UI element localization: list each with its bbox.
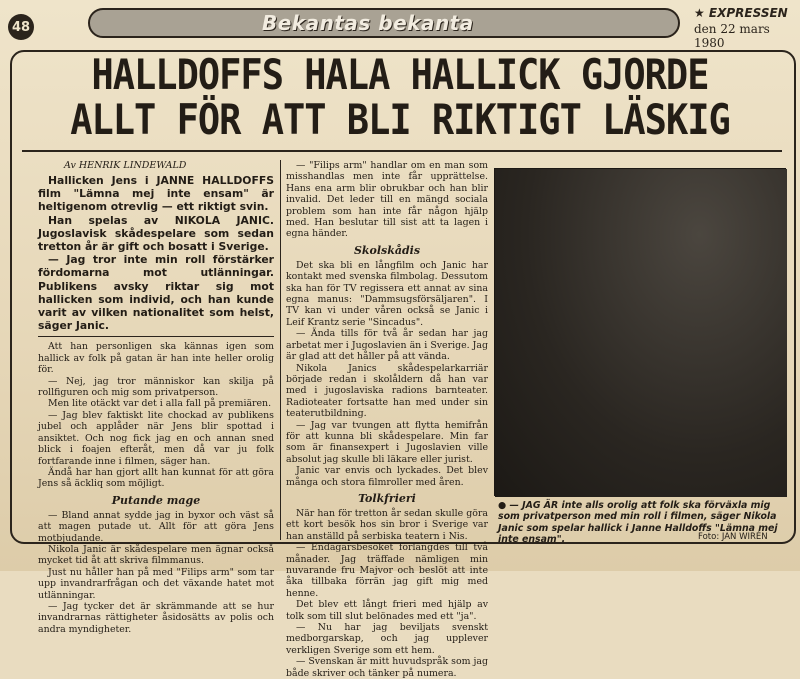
column-1 xyxy=(38,160,274,635)
column-rule xyxy=(280,160,281,540)
body-paragraph: — Jag blev faktiskt lite chockad av publikens jubel och applåder när Jens blir spottad i ansiktet. Och nog fick jag en och annan sned blick i foajen efteråt, men då var ju folk fortfarande inne i filmen, säger han. xyxy=(38,409,274,467)
body-paragraph: Det blev ett långt frieri med hjälp av tolk som till slut belönades med ett "ja". xyxy=(286,599,488,622)
body-paragraph: — Jag var tvungen att flytta hemifrån för att kunna bli skådespelare. Min far som är finansexpert i Jugoslavien ville absolut jag skulle bli läkare eller jurist. xyxy=(286,419,488,465)
headline-rule xyxy=(22,150,782,152)
body-paragraph: Nikola Janic är skådespelare men ägnar också mycket tid åt att skriva filmmanus. xyxy=(38,543,274,567)
portrait-photo xyxy=(494,168,786,496)
subhead-putande-mage: Putande mage xyxy=(111,493,201,507)
body-paragraph: Janic var envis och lyckades. Det blev många och stora filmroller med åren. xyxy=(286,465,488,488)
byline: Av HENRIK LINDEWALD xyxy=(64,160,187,171)
photo-credit: Foto: JAN WIRÉN xyxy=(698,532,768,542)
body-paragraph: — Jag tycker det är skrämmande att se hur invandrarnas rättigheter åsidosätts av polis och andra myndigheter. xyxy=(38,600,274,635)
body-paragraph: — Bland annat sydde jag in byxor och väst så att magen putade ut. Allt för att göra Jens motbjudande. xyxy=(38,509,274,544)
body-paragraph: — "Filips arm" handlar om en man som misshandlas men inte får upprättelse. Hans ena arm blir obrukbar och han blir invalid. Det leder till en mängd sociala problem som han inte får någon hjälp med. Han beslutar till sist att ta lagen i egna händer. xyxy=(286,160,488,240)
newspaper-name: ★ EXPRESSEN xyxy=(694,6,788,20)
body-paragraph: När han för tretton år sedan skulle göra ett kort besök hos sin bror i Sverige var han anställd på serbiska teatern i Nis. xyxy=(286,507,488,542)
headline-line-2: ALLT FÖR ATT BLI RIKTIGT LÄSKIG xyxy=(70,95,730,144)
body-paragraph: Nikola Janics skådespelarkarriär började redan i skolåldern då han var med i jugoslaviska radions barnteater. Radioteater fortsatte han med under sin teaterutbildning. xyxy=(286,362,488,420)
subhead-skolskadis: Skolskådis xyxy=(353,243,421,257)
body-paragraph: Ändå har han gjort allt han kunnat för att göra Jens så äckliq som möjligt. xyxy=(38,466,274,490)
body-paragraph: — Ända tills för två år sedan har jag arbetat mer i Jugoslavien än i Sverige. Jag är glad att det håller på att vända. xyxy=(286,328,488,363)
body-paragraph: Det ska bli en långfilm och Janic har kontakt med svenska filmbolag. Dessutom ska han för TV regissera ett annat av sina egna manus: "Dammsugsförsäljaren". I TV kan vi under våren också se Janic i Leif Krantz serie "Sincadus". xyxy=(286,259,488,328)
lead-paragraph: Hallicken Jens i JANNE HALLDOFFS film "Lämna mej inte ensam" är heltigenom otrevlig — ett riktigt svin. xyxy=(38,174,274,214)
lead-paragraph: Han spelas av NIKOLA JANIC. Jugoslavisk skådespelare som sedan tretton år är gift och bosatt i Sverige. xyxy=(38,213,274,254)
newspaper-date: den 22 mars 1980 xyxy=(694,22,770,50)
lead-paragraph: — Jag tror inte min roll förstärker fördomarna mot utlänningar. Publikens avsky riktar sig mot hallicken som individ, och han kunde varit av vilken nationalitet som helst, säger Janic. xyxy=(38,253,274,333)
headline xyxy=(0,50,800,144)
body-paragraph: — Svenskan är mitt huvudspråk som jag både skriver och tänker på numera. xyxy=(286,656,488,679)
body-paragraph: Men lite otäckt var det i alla fall på premiären. xyxy=(48,398,272,410)
body-paragraph: — Endagarsbesöket förlängdes till två månader. Jag träffade nämligen min nuvarande fru Majvor och beslöt att inte åka tillbaka förrän jag gift mig med henne. xyxy=(286,542,488,599)
body-paragraph: Att han personligen ska kännas igen som hallick av folk på gatan är han inte heller orolig för. xyxy=(38,341,274,376)
divider xyxy=(38,336,274,337)
photo-caption: ● — JAG ÄR inte alls orolig att folk ska förväxla mig som privatperson med min roll i filmen, säger Nikola Janic som spelar hallick i Janne Halldoffs "Lämna mej inte ensam". xyxy=(498,500,778,546)
body-paragraph: — Nu har jag beviljats svenskt medborgarskap, och jag upplever verkligen Sverige som ett hem. xyxy=(286,622,488,656)
subhead-tolkfrieri: Tolkfrieri xyxy=(358,491,416,505)
headline-line-1: HALLDOFFS HALA HALLICK GJORDE xyxy=(91,50,709,100)
body-paragraph: — Nej, jag tror människor kan skilja på rollfiguren och mig som privatperson. xyxy=(38,375,274,399)
page-number: 48 xyxy=(8,14,34,40)
column-2 xyxy=(286,160,488,679)
lead-paragraphs xyxy=(38,174,274,332)
section-title: Bekantas bekanta xyxy=(262,11,474,35)
body-paragraph: Just nu håller han på med "Filips arm" som tar upp invandrarfrågan och det växande hatet mot utlänningar. xyxy=(38,566,274,601)
section-banner xyxy=(88,8,680,38)
